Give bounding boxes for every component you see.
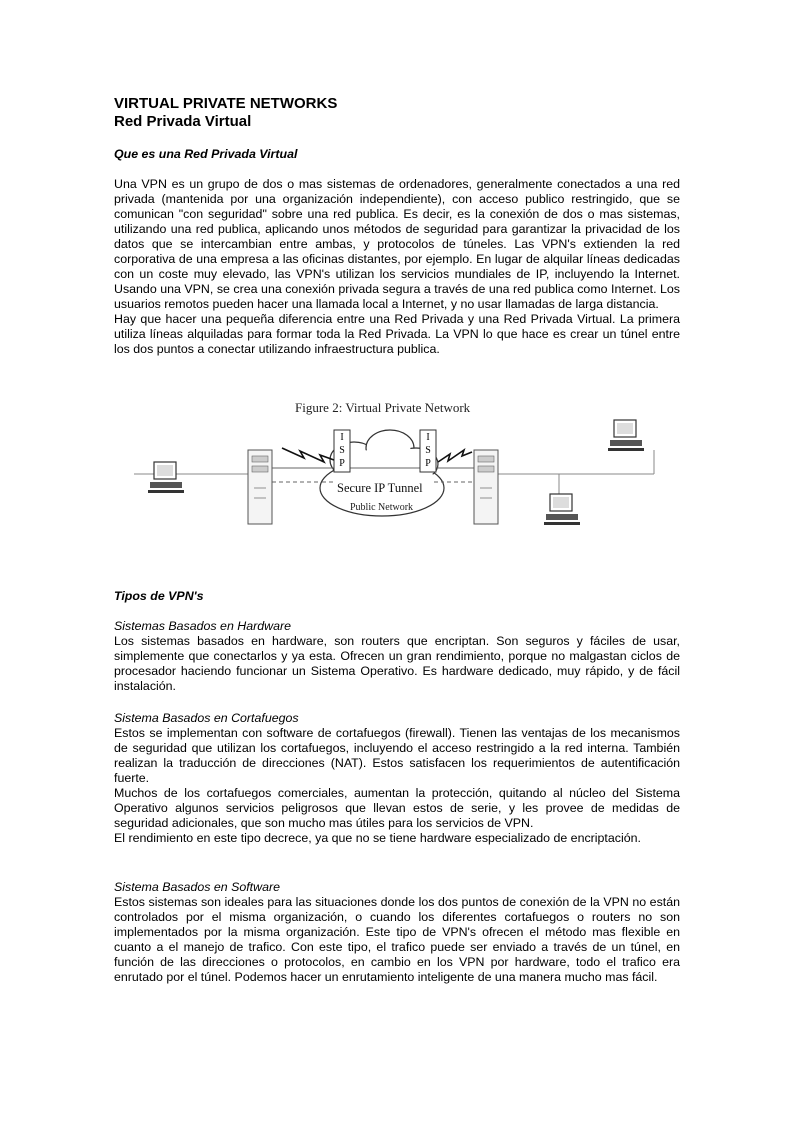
isp-right-letter-i: I [426,432,430,443]
isp-left-letter-s: S [339,445,345,456]
hardware-paragraph: Los sistemas basados en hardware, son routers que encriptan. Son seguros y fáciles de usar, simplemente que conectarlos y ya esta. Ofrecen un gran rendimiento, porque no malgastan ciclos de procesador haciendo funcionar un Sistema Operativo. Es hardware dedicado, muy rápido, y de fácil instalación. [114,634,680,693]
software-section [114,880,680,985]
isp-left-letter-p: P [339,458,345,469]
tunnel-label: Secure IP Tunnel [337,481,423,495]
workstation-top-right-icon [608,420,644,451]
lightning-left-icon [282,448,334,462]
workstation-left-icon [148,462,184,493]
server-right-icon [474,450,498,524]
section-heading-tipos: Tipos de VPN's [114,589,204,603]
firewall-heading: Sistema Basados en Cortafuegos [114,711,299,725]
intro-paragraph-1: Una VPN es un grupo de dos o mas sistemas de ordenadores, generalmente conectados a una red privada (mantenida por una organización independiente), con acceso publico restringido, que se comunican "con seguridad" sobre una red publica. Es decir, es la conexión de dos o mas sistemas, utilizando una red publica, aplicando unos métodos de seguridad para garantizar la privacidad de los datos que se intercambian entre ambas, y protocolos de túneles. Las VPN's extienden la red corporativa de una empresa a las oficinas distantes, por ejemplo. En lugar de alquilar líneas dedicadas con un coste muy elevado, las VPN's utilizan los servicios mundiales de IP, incluyendo la Internet. Usando una VPN, se crea una conexión privada segura a través de una red publica como Internet. Los usuarios remotos pueden hacer una llamada local a Internet, y no usar llamadas de larga distancia. [114,177,680,311]
server-left-icon [248,450,272,524]
isp-right-letter-p: P [425,458,431,469]
firewall-paragraph-1: Estos se implementan con software de cortafuegos (firewall). Tienen las ventajas de los mecanismos de seguridad que utilizan los cortafuegos, incluyendo el acceso restringido a la red interna. También realizan la traducción de direcciones (NAT). Estos satisfacen los requerimientos de autentificación fuerte. [114,726,680,785]
vpn-diagram [114,398,680,533]
workstation-bottom-right-icon [544,494,580,525]
vpn-figure [114,398,680,533]
isp-right-letter-s: S [425,445,431,456]
intro-section [114,177,680,357]
figure-title: Figure 2: Virtual Private Network [295,400,471,415]
software-heading: Sistema Basados en Software [114,880,280,894]
isp-box-right [420,430,436,472]
isp-left-letter-i: I [340,432,344,443]
hardware-section [114,619,680,694]
software-paragraph: Estos sistemas son ideales para las situaciones donde los dos puntos de conexión de la VPN no están controlados por el misma organización, o cuando los diferentes cortafuegos o routers no son implementados por la misma organización. Este tipo de VPN's ofrecen el método mas flexible en cuanto a el manejo de trafico. Con este tipo, el trafico puede ser enviado a través de un túnel, en función de las direcciones o protocolos, en cambio en los VPN por hardware, todo el trafico era enrutado por el túnel. Podemos hacer un enrutamiento inteligente de una manera mucho mas fácil. [114,895,680,984]
cloud-label: Public Network [350,502,414,513]
lightning-right-icon [438,450,472,462]
intro-paragraph-2: Hay que hacer una pequeña diferencia entre una Red Privada y una Red Privada Virtual. La primera utiliza líneas alquiladas para formar toda la Red Privada. La VPN lo que hace es crear un túnel entre los dos puntos a conectar utilizando infraestructura publica. [114,312,680,356]
hardware-heading: Sistemas Basados en Hardware [114,619,291,633]
firewall-paragraph-3: El rendimiento en este tipo decrece, ya que no se tiene hardware especializado de encriptación. [114,831,641,845]
title-line-2: Red Privada Virtual [114,113,252,130]
title-line-1: VIRTUAL PRIVATE NETWORKS [114,95,338,112]
document-title [114,95,337,131]
section-heading-que-es: Que es una Red Privada Virtual [114,147,298,161]
firewall-section [114,711,680,846]
firewall-paragraph-2: Muchos de los cortafuegos comerciales, aumentan la protección, quitando al núcleo del Sistema Operativo algunos servicios peligrosos que llevan estos de serie, y les provee de medidas de seguridad adicionales, que son mucho mas útiles para los servicios de VPN. [114,786,680,830]
isp-box-left [334,430,350,472]
